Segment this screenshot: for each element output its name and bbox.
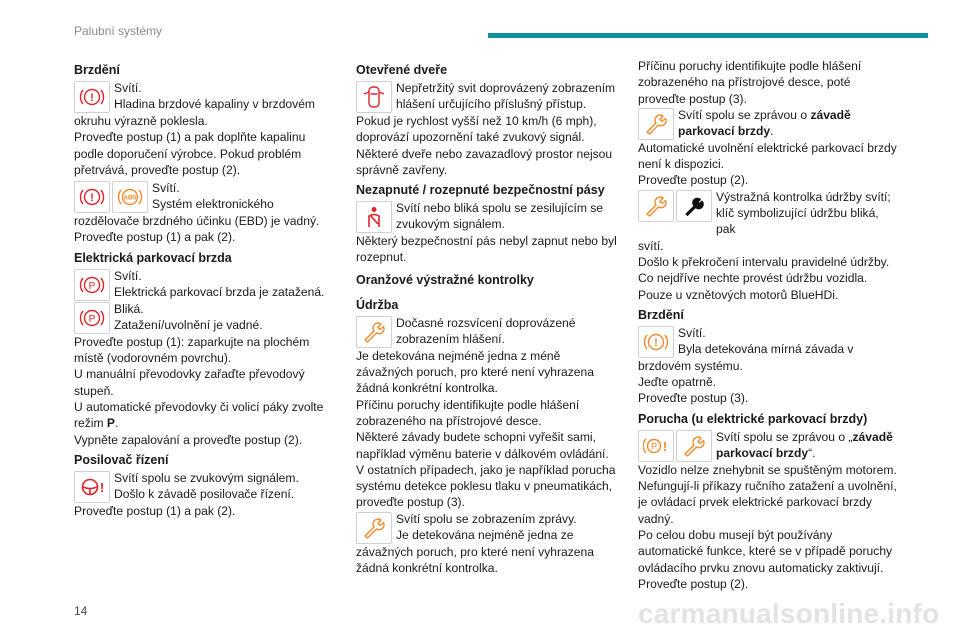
column-1 [74, 58, 328, 519]
seatbelt-text: Některý bezpečnostní pás nebyl zapnut nebo byl rozepnut. [356, 234, 617, 265]
wrench-parkbrake-row [638, 107, 900, 140]
svg-text:P: P [88, 280, 96, 292]
seatbelt-desc: Svítí nebo bliká spolu se zesilujícím se zvukovým signálem. [396, 201, 604, 232]
column-3 [638, 58, 900, 592]
park-brake-blink-row [74, 301, 328, 334]
park-brake-status: Svítí. [114, 268, 142, 283]
brake-warning-icon [638, 326, 674, 358]
doors-row [356, 80, 618, 113]
heading-parking-brake: Elektrická parkovací brzda [74, 250, 232, 265]
wrench-icon [638, 190, 674, 222]
column-2 [356, 58, 618, 576]
steering-wheel-icon [74, 471, 110, 503]
ebd-warning-row [74, 180, 328, 213]
heading-brzdeni-orange: Brzdění [638, 307, 684, 322]
maintenance-desc: Dočasné rozsvícení doprovázené zobrazením hlášení. [396, 315, 576, 347]
brake-minor-row [638, 325, 900, 358]
maintenance-desc-2: Je detekována nejméně jedna ze [396, 528, 574, 543]
service-desc: Výstražná kontrolka údržby svítí; klíč symbolizující údržbu bliká, pak [716, 189, 891, 237]
svg-text:P: P [88, 313, 96, 325]
svg-text:!: ! [90, 192, 94, 205]
svg-text:!: ! [654, 336, 658, 349]
wrench-icon [676, 430, 712, 462]
brake-warning-icon [74, 181, 110, 213]
ebd-desc: Systém elektronického [152, 197, 274, 212]
wrench-icon [356, 512, 392, 544]
maintenance-row-2 [356, 511, 618, 544]
steering-desc: Došlo k závadě posilovače řízení. [114, 487, 295, 502]
park-brake-blink-desc: Zatažení/uvolnění je vadné. [114, 318, 263, 333]
service-key-icon [676, 190, 712, 222]
intro-text: Příčinu poruchy identifikujte podle hlášení zobrazeného na přístrojové desce, poté proveďte postup (3). [638, 59, 862, 106]
brake-minor-text: brzdovém systému. Jeďte opatrně. Proveďte postup (3). [638, 358, 749, 406]
epb-fault-row [638, 429, 900, 462]
brake-minor-status: Svítí. [678, 325, 706, 340]
section-title: Palubní systémy [74, 24, 163, 38]
footer-watermark[interactable]: carmanualsonline.info [638, 598, 940, 629]
park-brake-text: Proveďte postup (1): zaparkujte na plochém místě (vodorovném povrchu). U manuální převodovky zařaďte převodový stupeň. U automatické převodovky či volicí páky zvolte režim P. Vypněte zapalování a proveďte postup (2). [74, 334, 324, 447]
doors-desc: Nepřetržitý svit doprovázený zobrazením hlášení určujícího příslušný přístup. [396, 81, 616, 112]
heading-seatbelts: Nezapnuté / rozepnuté bezpečnostní pásy [356, 183, 605, 198]
doors-text: Pokud je rychlost vyšší než 10 km/h (6 mph), doprovází upozornění také zvukový signál. Některé dveře nebo zavazadlový prostor nejsou správně zavřeny. [356, 114, 613, 177]
park-brake-on-row [74, 268, 328, 301]
heading-brzdeni: Brzdění [74, 63, 120, 77]
park-brake-blink-status: Bliká. [114, 301, 144, 316]
brake-warning-text: okruhu výrazně poklesla. Proveďte postup (1) a pak doplňte kapalinu podle doporučení výrobce. Pokud problém přetrvává, proveďte postup (2). [74, 114, 306, 177]
brake-warning-status: Svítí. [114, 81, 142, 95]
parking-brake-icon [74, 269, 110, 301]
ebd-status: Svítí. [152, 181, 180, 196]
heading-doors: Otevřené dveře [356, 63, 448, 77]
brake-warning-row [74, 80, 328, 113]
svg-text:ABS: ABS [123, 195, 137, 202]
page-number: 14 [74, 604, 88, 618]
wrench-icon [356, 316, 392, 348]
heading-power-steering: Posilovač řízení [74, 452, 169, 467]
svg-text:!: ! [90, 92, 94, 104]
svg-text:!: ! [662, 438, 668, 454]
wrench-parkbrake-text: Automatické uvolnění elektrické parkovací brzdy není k dispozici. Proveďte postup (2). [638, 140, 897, 188]
wrench-parkbrake-desc: Svítí spolu se zprávou o závadě parkovací brzdy. [678, 107, 851, 139]
heading-epb-fault: Porucha (u elektrické parkovací brzdy) [638, 411, 868, 426]
seatbelt-icon [356, 201, 392, 233]
maintenance-text-2: závažných poruch, pro které není vyhrazena žádná konkrétní kontrolka. [356, 544, 594, 576]
brake-warning-icon [74, 81, 110, 113]
brake-minor-desc: Byla detekována mírná závada v [678, 342, 854, 357]
brake-warning-desc: Hladina brzdové kapaliny v brzdovém [114, 97, 315, 112]
parking-brake-fault-icon [638, 430, 674, 462]
wrench-icon [638, 108, 674, 140]
service-text: svítí. Došlo k překročení intervalu pravidelné údržby. Co nejdříve nechte provést údržbu vozidla. Pouze u vznětových motorů BlueHDi. [638, 238, 890, 302]
ebd-text: rozdělovače brzdného účinku (EBD) je vadný. Proveďte postup (1) a pak (2). [74, 214, 320, 245]
service-row [638, 189, 900, 238]
heading-maintenance: Údržba [356, 297, 399, 312]
maintenance-text: Je detekována nejméně jedna z méně závažných poruch, pro které není vyhrazena žádná konkrétní kontrolka. Příčinu poruchy identifikujte podle hlášení zobrazeného na přístrojové desce. Některé závady budete schopni vyřešit sami, například výměnu baterie v dálkovém ovládání. V ostatních případech, jako je například porucha systému detekce poklesu tlaku v pneumatikách, proveďte postup (3). [356, 348, 616, 510]
svg-text:P: P [650, 441, 658, 452]
open-door-icon [356, 81, 392, 113]
parking-brake-icon [74, 302, 110, 334]
epb-fault-text: Vozidlo nelze znehybnit se spuštěným motorem. Nefungují-li příkazy ručního zatažení a uvolnění, je ovládací prvek elektrické parkovací brzdy vadný. Po celou dobu musejí být používány automatické funkce, které se v případě poruchy ovládacího prvku znovu automaticky zaktivují. Proveďte postup (2). [638, 462, 897, 591]
steering-text: Proveďte postup (1) a pak (2). [74, 503, 236, 518]
seatbelt-row [356, 200, 618, 233]
header-accent-bar [488, 33, 928, 38]
steering-status: Svítí spolu se zvukovým signálem. [114, 470, 299, 485]
park-brake-desc: Elektrická parkovací brzda je zatažená. [114, 285, 325, 300]
svg-text:!: ! [99, 479, 105, 495]
maintenance-row [356, 315, 618, 348]
maintenance-status-2: Svítí spolu se zobrazením zprávy. [396, 511, 577, 526]
steering-row [74, 470, 328, 503]
heading-orange-lights: Oranžové výstražné kontrolky [356, 272, 534, 287]
epb-fault-desc: Svítí spolu se zprávou o „závadě parkovací brzdy“. [716, 429, 893, 461]
abs-icon [112, 181, 148, 213]
